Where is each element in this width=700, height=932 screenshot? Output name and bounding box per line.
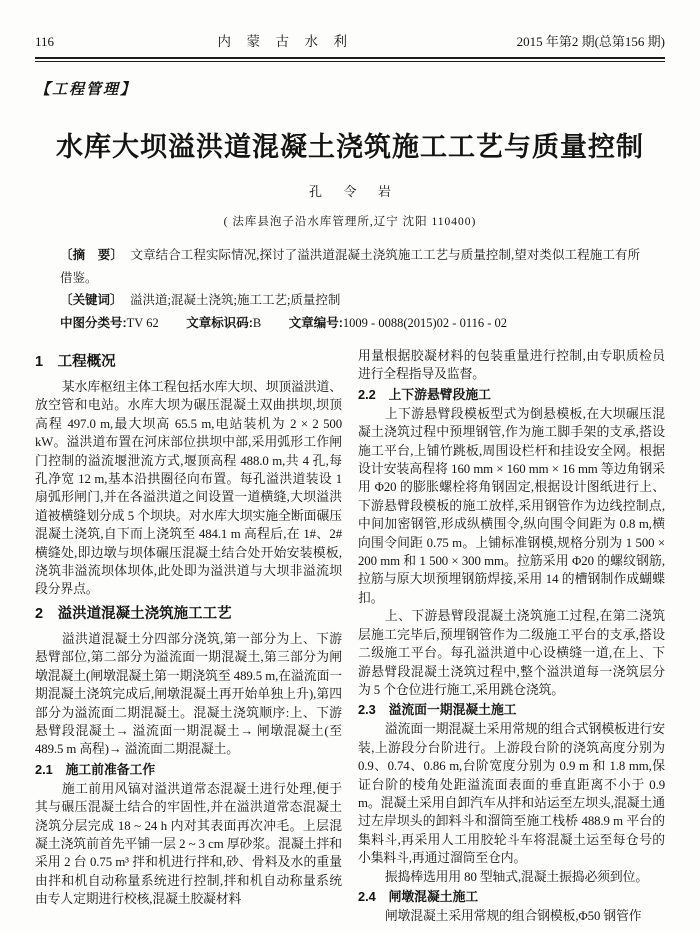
article-id-label: 文章编号:	[288, 315, 343, 330]
page-number: 116	[35, 34, 55, 49]
article-meta	[60, 244, 640, 334]
clc-label: 中图分类号:	[60, 315, 127, 330]
subsection-heading: 2.4 闸墩混凝土施工	[358, 888, 479, 904]
section-heading: 1 工程概况	[35, 354, 116, 370]
header-rule	[35, 57, 665, 62]
keywords	[60, 289, 640, 312]
keywords-label: 〔关键词〕	[60, 293, 123, 307]
article-title: 水库大坝溢洪道混凝土浇筑施工工艺与质量控制	[56, 132, 644, 162]
classification-line	[60, 312, 640, 335]
running-head	[35, 30, 665, 50]
paragraph: 振捣棒选用用 80 型轴式,混凝土振捣必须到位。	[384, 869, 649, 884]
author-name: 孔 令 岩	[309, 184, 401, 199]
clc-value: TV 62	[126, 315, 159, 330]
paragraph: 溢洪道混凝土分四部分浇筑,第一部分为上、下游悬臂部位,第二部分为溢流面一期混凝土,第三部分为闸墩混凝土(闸墩混凝土第一期浇筑至 489.5 m,在溢流面一期混凝土浇筑完成后,闸墩混凝土再开始单独上升),第四部分为溢流面二期混凝土。混凝土浇筑顺序:上、下游悬臂段混凝土→ 溢流面一期混凝土→ 闸墩混凝土(至 489.5 m 高程)→ 溢流面二期混凝土。	[35, 631, 342, 757]
paragraph: 上下游悬臂段模板型式为倒悬模板,在大坝碾压混凝土浇筑过程中预埋钢管,作为施工脚手架的支承,搭设施工平台,上铺竹跳板,周围设栏杆和挂设安全网。根据设计安装高程将 160 mm × 160 mm × 16 mm 等边角钢采用 Φ20 的膨胀螺栓将角钢固定,根据设计图纸进行上、下游悬臂段模板的施工放样,采用钢管作为边线控制点,中间加密钢管,形成纵横围令,纵向围令间距为 0.8 m,横向围令间距 0.75 m。上铺标准钢模,规格分别为 1 500 × 200 mm 和 1 500 × 300 mm。拉筋采用 Φ20 的螺纹钢筋,拉筋与原大坝预埋钢筋焊接,采用 14 的槽钢制作成蝴蝶扣。	[358, 406, 665, 605]
section-heading: 2 溢洪道混凝土浇筑施工工艺	[35, 605, 232, 622]
subsection-heading: 2.2 上下游悬臂段施工	[358, 386, 491, 402]
paragraph-continued: 用量根据胶凝材料的包装重量进行控制,由专职质检员进行全程指导及监督。	[358, 349, 665, 382]
paragraph: 上、下游悬臂段混凝土浇筑施工过程,在第二浇筑层施工完毕后,预埋钢管作为二级施工平台的支承,搭设二级施工平台。每孔溢洪道中心设横缝一道,在上、下游悬臂段混凝土浇筑过程中,整个溢洪道每一浇筑层分为 5 个仓位进行施工,采用跳仓浇筑。	[358, 609, 665, 697]
abstract	[60, 244, 640, 289]
right-column	[358, 347, 665, 925]
paragraph: 闸墩混凝土采用常规的组合钢模板,Φ50 钢管作	[384, 908, 642, 923]
abstract-label: 〔摘 要〕	[60, 248, 123, 262]
paragraph: 某水库枢纽主体工程包括水库大坝、坝顶溢洪道、放空管和电站。水库大坝为碾压混凝土双曲拱坝,坝顶高程 497.0 m,最大坝高 65.5 m,电站装机为 2 × 2 500 kW。溢洪道布置在河床部位拱坝中部,采用弧形工作闸门控制的溢流堰泄流方式,堰顶高程 488.0 m,共 4 孔,每孔净宽 12 m,基本沿拱圈径向布置。每孔溢洪道装设 1 扇弧形闸门,并在各溢洪道之间设置一道横缝,大坝溢洪道被横缝划分成 5 个坝块。对水库大坝实施全断面碾压混凝土浇筑,自下而上浇筑至 484.1 m 高程后,在 1#、2#横缝处,即边墩与坝体碾压混凝土结合处开始安装模板,浇筑非溢流坝体坝体,此处即为溢洪道与大坝非溢流坝段分界点。	[35, 380, 342, 597]
author-affiliation: ( 法库县泡子沿水库管理所,辽宁 沈阳 110400)	[223, 216, 477, 228]
category-tag: 【工程管理】	[35, 81, 138, 98]
article-body	[35, 347, 665, 925]
doc-code-value: B	[252, 315, 262, 330]
doc-code-label: 文章标识码:	[186, 315, 253, 330]
article-id-value: 1009 - 0088(2015)02 - 0116 - 02	[342, 315, 508, 330]
issue-info: 2015 年第2 期(总第156 期)	[516, 34, 665, 49]
subsection-heading: 2.1 施工前准备工作	[35, 761, 156, 777]
journal-name: 内 蒙 古 水 利	[217, 34, 354, 49]
paragraph: 溢流面一期混凝土采用常规的组合式钢模板进行安装,上游段分台阶进行。上游段台阶的浇筑高度分别为 0.9、0.74、0.86 m,台阶宽度分别为 0.9 m 和 1.8 mm,保证台阶的棱角处距溢流面表面的垂直距离不小于 0.9 m。混凝土采用自卸汽车从拌和站运至左坝头,混凝土通过左岸坝头的卸料斗和溜筒至施工栈桥 488.9 m 平台的集料斗,再采用人工用胶轮斗车将混凝土运至每仓号的小集料斗,再通过溜筒至仓内。	[358, 722, 665, 866]
left-column	[35, 347, 342, 925]
keywords-text: 溢洪道;混凝土浇筑;施工工艺;质量控制	[130, 293, 341, 307]
abstract-text: 文章结合工程实际情况,探讨了溢洪道混凝土浇筑施工工艺与质量控制,望对类似工程施工有所借鉴。	[60, 248, 640, 285]
paragraph: 施工前用风镐对溢洪道常态混凝土进行处理,便于其与碾压混凝土结合的牢固性,并在溢洪道常态混凝土浇筑分层完成 18 ~ 24 h 内对其表面再次冲毛。上层混凝土浇筑前首先平铺一层 2 ~ 3 cm 厚砂浆。混凝土拌和采用 2 台 0.75 m³ 拌和机进行拌和,砂、骨料及水的重量由拌和机自动称量系统进行控制,拌和机自动称量系统由专人定期进行校核,混凝土胶凝材料	[35, 781, 342, 907]
subsection-heading: 2.3 溢流面一期混凝土施工	[358, 702, 517, 718]
